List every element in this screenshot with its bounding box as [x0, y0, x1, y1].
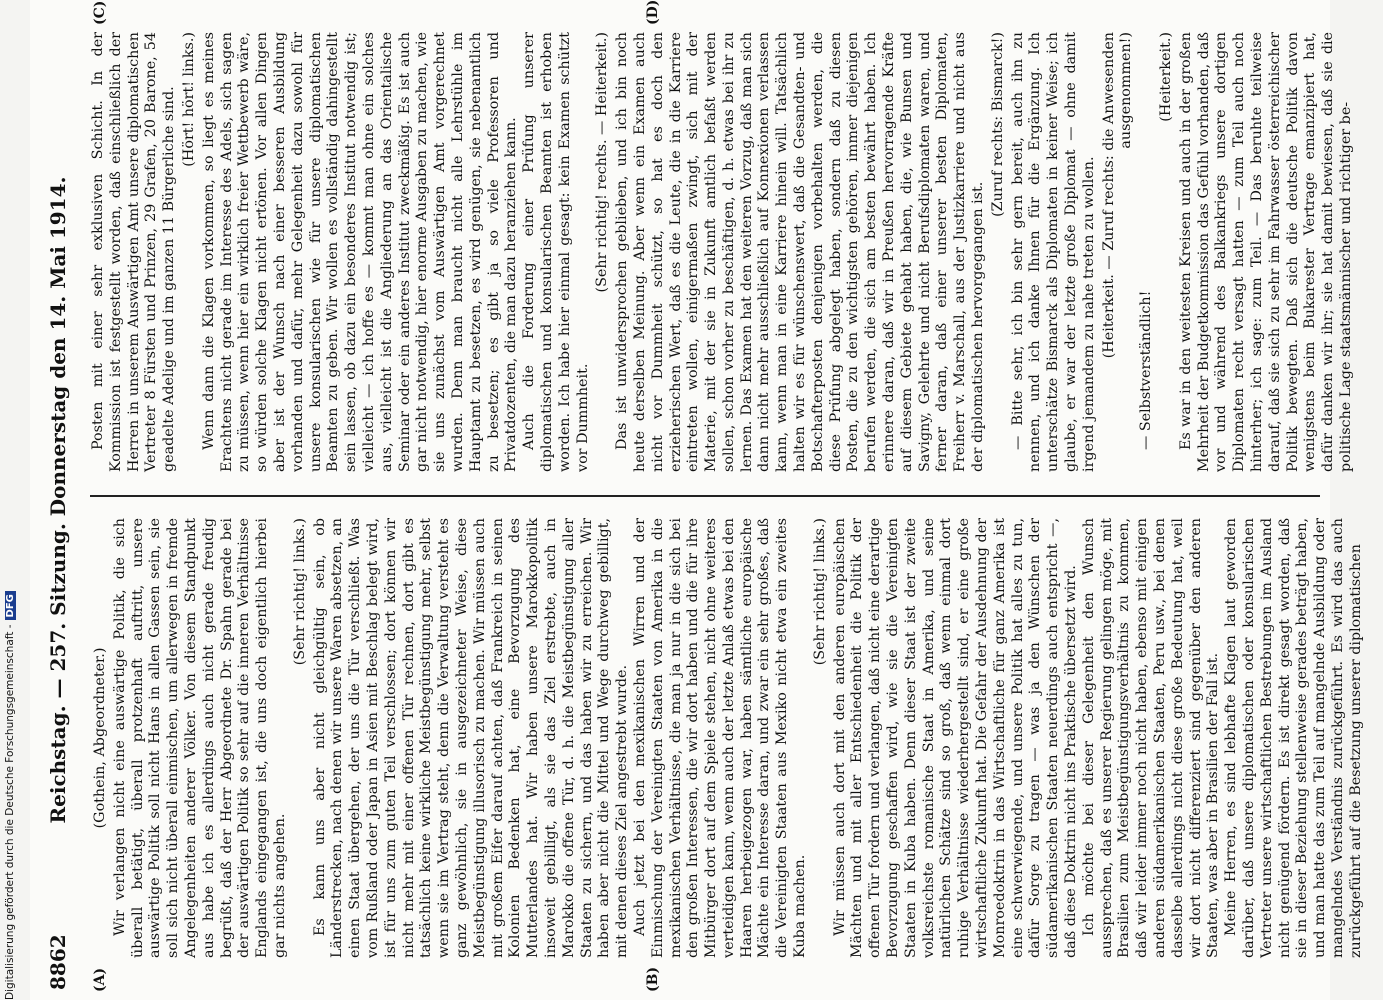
rotated-page — [30, 0, 1364, 1000]
paragraph: Wir verlangen nicht eine auswärtige Politik, die sich überall betätigt, überall protzenhaft auftritt, unsere auswärtige Politik soll nicht Hans in allen Gassen sein, sie soll sich nicht überall einmischen, um allerwegen in fremde Angelegenheiten anderer Völker. Von diesem Standpunkt aus habe ich es allerdings auch nicht gerade freudig begrüßt, daß der Herr Abgeordnete Dr. Spahn gerade bei der auswärtigen Politik so sehr auf die inneren Verhältnisse Englands eingegangen ist, die uns doch eigentlich hierbei gar nichts angehen. — [111, 518, 288, 958]
interjection: (Zuruf rechts: Bismarck!) — [989, 32, 1006, 217]
paragraph: Auch die Forderung einer Prüfung unserer diplomatischen und konsularischen Beamten ist erhoben worden. Ich habe hier einmal gesagt: kein Examen schützt vor Dummheit. — [521, 32, 591, 472]
paragraph: Wenn dann die Klagen vorkommen, so liegt es meines Erachtens nicht gerade im Interesse des Adels, sich sagen zu müssen, wenn hier ein wirklich freier Wettbewerb wäre, so würden solche Klagen nicht ertönen. Vor allen Dingen aber ist der Wunsch nach einer besseren Ausbildung vorhanden und dafür, mehr Gelegenheit dazu sowohl für unsere konsularischen wie für unsere diplomatischen Beamten zu geben. Wir wollen es vollständig dahingestellt sein lassen, ob dazu ein besonderes Institut notwendig ist; vielleicht — ich hoffe es — kommt man ohne ein solches aus, vielleicht ist die Angliederung an das Orientalische Seminar oder ein anderes Institut zweckmäßig. Es ist auch gar nicht notwendig, hier enorme Ausgaben zu machen, wie sie uns zunächst vom Auswärtigen Amt vorgerechnet wurden. Denn man braucht nicht alle Lehrstühle im Hauptamt zu besetzen, es wird genügen, sie nebenamtlich zu besetzen; es gibt ja so viele Professoren und Privatdozenten, die man dazu heranziehen kann. — [200, 32, 520, 472]
margin-marker-d: (D) — [645, 0, 661, 25]
margin-marker-b: (B) — [645, 966, 661, 992]
page-title: Reichstag. — 257. Sitzung. Donnerstag den 14. Mai 1914. — [46, 176, 70, 824]
left-text-column — [90, 518, 1364, 958]
page-number: 8862 — [46, 934, 70, 990]
right-text-column — [90, 32, 1354, 472]
interjection: (Heiterkeit.) — [1158, 32, 1175, 122]
page-header — [46, 10, 76, 990]
credit-text: Digitalisierung gefördert durch die Deutsche Forschungsgemeinschaft - — [4, 624, 16, 1000]
interjection: (Sehr richtig! links.) — [291, 518, 308, 666]
paragraph: Auch jetzt bei den mexikanischen Wirren und der Einmischung der Vereinigten Staaten von Amerika in die mexikanischen Verhältnisse, die man ja nur in die sich bei den großen Interessen, die wir dort haben und die für ihre Mitbürger dort auf dem Spiele stehen, nicht ohne weiteres verteidigen kann, wenn auch der letzte Anlaß etwas bei den Haaren herbeigezogen war, haben sämtliche europäische Mächte ein Interesse daran, und zwar ein sehr großes, daß die Vereinigten Staaten aus Mexiko nicht etwa ein zweites Kuba machen. — [631, 518, 809, 958]
column-divider — [90, 495, 1320, 497]
digitization-credit — [4, 0, 18, 1000]
paragraph: Das ist unwidersprochen geblieben, und ich bin noch heute derselben Meinung. Aber wenn ein Examen auch nicht vor Dummheit schützt, so hat es doch den erzieherischen Wert, daß es die Leute, die in die Karriere eintreten wollen, einigermaßen zwingt, sich mit der Materie, mit der sie in Zukunft amtlich befaßt werden sollen, schon vorher zu beschäftigen, d. h. etwas bei ihr zu lernen. Das Examen hat den weiteren Vorzug, daß man sich dann nicht mehr ausschließlich auf Konnexionen verlassen kann, wenn man in eine Karriere hinein will. Tatsächlich halten wir es für wünschenswert, daß die Gesandten- und Botschafterposten denjenigen vorbehalten werden, die diese Prüfung abgelegt haben, sondern daß zu diesen Posten, die zu den wichtigsten gehören, immer diejenigen berufen werden, die sich am besten bewährt haben. Ich erinnere daran, daß wir in Preußen hervorragende Kräfte auf diesem Gebiete gehabt haben, die, wie Bunsen und Savigny, Gelehrte und nicht Berufsdiplomaten waren, und ferner daran, daß einer unserer besten Diplomaten, Freiherr v. Marschall, aus der Justizkarriere und nicht aus der diplomatischen hervorgegangen ist. — [614, 32, 987, 472]
paragraph: — Selbstverständlich! — [1138, 290, 1155, 450]
interjection: (Heiterkeit. — Zuruf rechts: die Anwesenden ausgenommen!) — [1100, 32, 1135, 359]
paragraph: Wir müssen auch dort mit den anderen europäischen Mächten und mit aller Entschiedenheit die Politik der offenen Tür fordern und verlangen, daß nicht eine derartige Bevorzugung geschaffen wird, wie sie die Vereinigten Staaten in Kuba haben. Denn dieser Staat ist der zweite volksreichste romanische Staat in Amerika, und seine natürlichen Schätze sind so groß, daß wenn einmal dort ruhige Verhältnisse wiederhergestellt sind, er eine große wirtschaftliche Zukunft hat. Die Gefahr der Ausdehnung der Monroedoktrin in das Wirtschaftliche für ganz Amerika ist eine schwerwiegende, und unsere Politik hat alles zu tun, dafür Sorge zu tragen — was ja den Wünschen der südamerikanischen Staaten neuerdings auch entspricht —, daß diese Doktrin nicht ins Praktische übersetzt wird. — [831, 518, 1080, 958]
paragraph: Es kann uns aber nicht gleichgültig sein, ob Länderstrecken, nach denen wir unsere Waren absetzen, an einen Staat übergehen, der uns die Tür verschließt. Was vom Rußland oder Japan in Asien mit Beschlag belegt wird, ist für uns zum guten Teil verschlossen; dort können wir nicht mehr mit einer offenen Tür rechnen, dort gibt es tatsächlich keine wirkliche Meistbegünstigung mehr, selbst wenn sie im Vertrag steht, denn die Verwaltung versteht es ganz gewöhnlich, sie in ausgezeichneter Weise, diese Meistbegünstigung illusorisch zu machen. Wir müssen auch mit großem Eifer darauf achten, daß Frankreich in seinen Kolonien Bedenken hat, eine Bevorzugung des Mutterlandes hat. Wir haben unsere Marokkopolitik insoweit gebilligt, als sie das Ziel erstrebte, auch in Marokko die offene Tür, d. h. die Meistbegünstigung aller Staaten zu sichern, und das haben wir zu erreichen. Wir haben aber nicht die Mittel und Wege durchweg gebilligt, mit denen dieses Ziel angestrebt wurde. — [311, 518, 631, 958]
interjection: (Sehr richtig! rechts. — Heiterkeit.) — [594, 32, 611, 293]
paragraph: Meine Herren, es sind lebhafte Klagen laut geworden darüber, daß unsere diplomatischen oder konsularischen Vertreter unsere wirtschaftlichen Bestrebungen im Ausland nicht genügend fördern. Es ist direkt gesagt worden, daß sie in dieser Beziehung stellenweise gerades beträgt haben, und man hatte das zum Teil auf mangelnde Ausbildung oder mangelndes Verständnis zurückgeführt. Es wird das auch zurückgeführt auf die Besetzung unserer diplomatischen — [1223, 518, 1364, 958]
margin-marker-c: (C) — [92, 0, 108, 25]
paragraph: Es war in den weitesten Kreisen und auch in der großen Mehrheit der Budgetkommission das Gefühl vorhanden, daß vor und während des Balkankriegs unsere dortigen Diplomaten recht versagt hatten — zum Teil auch noch hinterher; ich sage: zum Teil. — Das beruhte teilweise darauf, daß sie sich zu sehr im Fahrwasser österreichischer Politik bewegten. Daß sich die deutsche Politik davon wenigstens beim Bukarester Vertrage emanzipiert hat, dafür danken wir ihr; sie hat damit bewiesen, daß sie die politische Lage staatsmännischer und richtiger be- — [1177, 32, 1354, 472]
paragraph: Posten mit einer sehr exklusiven Schicht. In der Kommission ist festgestellt worden, daß einschließlich der Herren in unserem Auswärtigen Amt unsere diplomatischen Vertreter 8 Fürsten und Prinzen, 29 Grafen, 20 Barone, 54 geadelte Adelige und im ganzen 11 Bürgerliche sind. — [90, 32, 178, 472]
interjection: (Gothein, Abgeordneter.) — [92, 647, 108, 829]
paragraph: — Bitte sehr, ich bin sehr gern bereit, auch ihn zu nennen, und ich danke Ihnen für die Ergänzung. Ich unterschätze Bismarck als Diplomaten in keiner Weise; ich glaube, er war der letzte große Diplomat — ohne damit irgend jemandem zu nahe treten zu wollen. — [1009, 32, 1097, 472]
paragraph: Ich möchte bei dieser Gelegenheit den Wunsch aussprechen, daß es unserer Regierung gelingen möge, mit Brasilien zum Meistbegünstigungsverhältnis zu kommen, daß wir leider immer noch nicht haben, ebenso mit einigen anderen südamerikanischen Staaten, Peru usw., bei denen dasselbe allerdings nicht diese große Bedeutung hat, weil wir dort nicht differenziert sind gegenüber den anderen Staaten, was aber in Brasilien der Fall ist. — [1080, 518, 1222, 958]
margin-marker-a: (A) — [92, 967, 108, 992]
interjection: (Hört! hört! links.) — [180, 32, 197, 167]
interjection: (Sehr richtig! links.) — [811, 518, 828, 666]
dfg-logo: DFG — [5, 591, 16, 620]
